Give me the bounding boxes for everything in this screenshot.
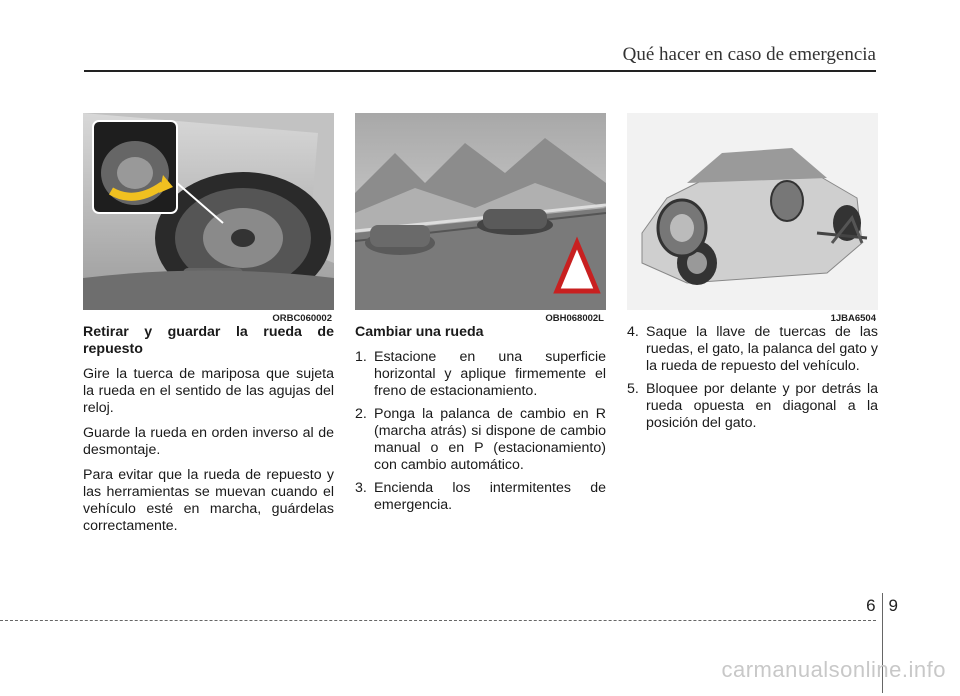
list-item: 1. Estacione en una superficie horizontal y aplique firmemente el freno de estacionamiento. <box>355 349 606 399</box>
car-illustration <box>627 113 878 310</box>
figure-code: OBH068002L <box>545 313 604 324</box>
section-heading: Cambiar una rueda <box>355 324 484 340</box>
list-item: 2. Ponga la palanca de cambio en R (marcha atrás) si dispone de cambio manual o en P (estacionamiento) con cambio automático. <box>355 406 606 473</box>
figure-code: 1JBA6504 <box>830 313 876 324</box>
header-rule <box>84 70 876 72</box>
page-number: 6 9 <box>866 596 898 696</box>
column-1 <box>83 113 334 543</box>
spare-tire-illustration <box>83 113 334 310</box>
list-item: 5. Bloquee por delante y por detrás la rueda opuesta en diagonal a la posición del gato. <box>627 381 878 431</box>
roadside-illustration <box>355 113 606 310</box>
figure-car-tools <box>627 113 878 324</box>
footer-rule <box>0 620 876 621</box>
figure-code: ORBC060002 <box>272 313 332 324</box>
figure-road-stop <box>355 113 606 324</box>
watermark: carmanualsonline.info <box>721 657 946 682</box>
column-3 <box>627 113 878 438</box>
steps-list <box>355 349 606 514</box>
section-heading: Retirar y guardar la rueda de repuesto <box>83 324 334 357</box>
paragraph: Para evitar que la rueda de repuesto y las herramientas se muevan cuando el vehículo esté en marcha, guárdelas correctamente. <box>83 467 334 534</box>
paragraph: Gire la tuerca de mariposa que sujeta la rueda en el sentido de las agujas del reloj. <box>83 366 334 416</box>
paragraph: Guarde la rueda en orden inverso al de desmontaje. <box>83 425 334 458</box>
steps-list <box>627 324 878 432</box>
header-title: Qué hacer en caso de emergencia <box>622 44 876 65</box>
list-item: 4. Saque la llave de tuercas de las ruedas, el gato, la palanca del gato y la rueda de repuesto del vehículo. <box>627 324 878 374</box>
list-item: 3. Encienda los intermitentes de emergencia. <box>355 480 606 513</box>
figure-spare-tire <box>83 113 334 324</box>
column-2 <box>355 113 606 520</box>
